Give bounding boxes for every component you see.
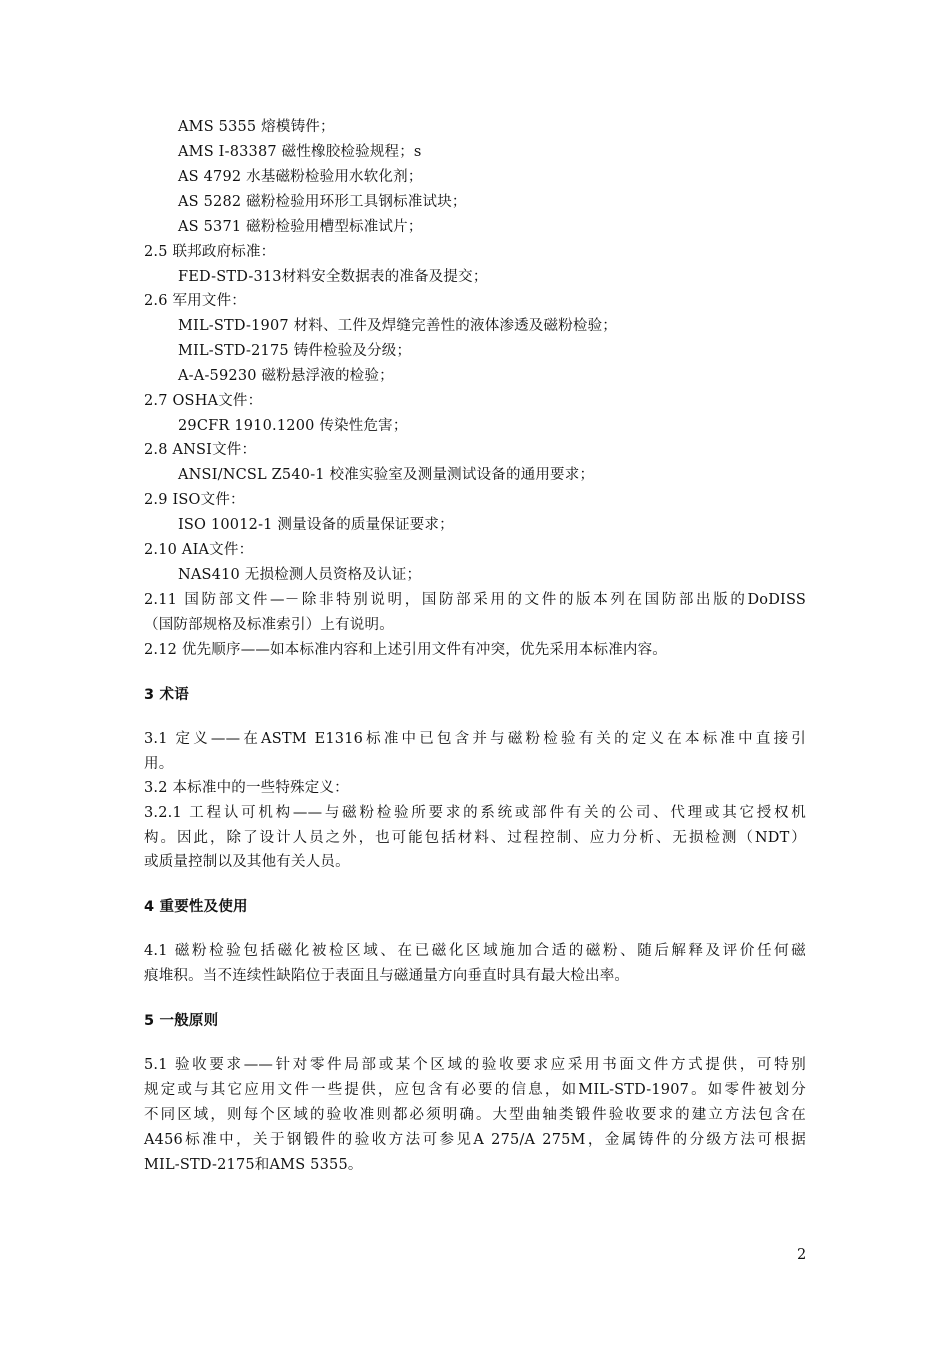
reference-item: A-A-59230 磁粉悬浮液的检验； [178,368,394,384]
section-2-8-heading: 2.8 ANSI文件： [144,442,257,458]
reference-item: 29CFR 1910.1200 传染性危害； [178,418,408,434]
section-2-7-heading: 2.7 OSHA文件： [144,393,263,409]
section-5-1-line: MIL-STD-2175和AMS 5355。 [144,1157,363,1173]
reference-item: AMS I-83387 磁性橡胶检验规程；s [178,144,422,160]
section-5-1-line: 5.1 验收要求——针对零件局部或某个区域的验收要求应采用书面文件方式提供，可特别 [144,1057,806,1073]
section-2-10-heading: 2.10 AIA文件： [144,542,254,558]
section-3-2-paragraph: 3.2 本标准中的一些特殊定义： [144,780,349,796]
reference-item: NAS410 无损检测人员资格及认证； [178,567,422,583]
reference-item: MIL-STD-2175 铸件检验及分级； [178,343,412,359]
reference-item: AMS 5355 熔模铸件； [178,119,335,135]
section-4-1-line: 4.1 磁粉检验包括磁化被检区域、在已磁化区域施加合适的磁粉、随后解释及评价任何磁 [144,943,806,959]
section-3-2-1-line: 3.2.1 工程认可机构——与磁粉检验所要求的系统或部件有关的公司、代理或其它授权机 [144,805,806,821]
section-3-1-line: 3.1 定义——在ASTM E1316标准中已包含并与磁粉检验有关的定义在本标准中直接引 [144,731,806,747]
section-3-2-1-line: 或质量控制以及其他有关人员。 [144,854,350,870]
page-number: 2 [797,1247,807,1263]
section-2-11-line: 2.11 国防部文件—－除非特别说明，国防部采用的文件的版本列在国防部出版的DoDISS [144,592,806,608]
section-2-12-paragraph: 2.12 优先顺序——如本标准内容和上述引用文件有冲突，优先采用本标准内容。 [144,642,667,658]
section-4-heading: 4 重要性及使用 [144,899,248,915]
reference-item: AS 4792 水基磁粉检验用水软化剂； [178,169,423,185]
section-5-heading: 5 一般原则 [144,1013,219,1029]
section-2-11-line: （国防部规格及标准索引）上有说明。 [144,617,394,633]
reference-item: ANSI/NCSL Z540-1 校准实验室及测量测试设备的通用要求； [178,467,595,483]
section-5-1-line: 不同区域，则每个区域的验收准则都必须明确。大型曲轴类锻件验收要求的建立方法包含在 [144,1107,806,1123]
reference-item: MIL-STD-1907 材料、工件及焊缝完善性的液体渗透及磁粉检验； [178,318,618,334]
section-2-9-heading: 2.9 ISO文件： [144,492,245,508]
section-3-1-line: 用。 [144,756,174,772]
section-2-5-heading: 2.5 联邦政府标准： [144,244,276,260]
reference-item: FED-STD-313材料安全数据表的准备及提交； [178,269,488,285]
reference-item: ISO 10012-1 测量设备的质量保证要求； [178,517,454,533]
section-4-1-line: 痕堆积。当不连续性缺陷位于表面且与磁通量方向垂直时具有最大检出率。 [144,968,630,984]
section-3-heading: 3 术语 [144,687,189,703]
reference-item: AS 5282 磁粉检验用环形工具钢标准试块； [178,194,467,210]
section-5-1-line: A456标准中，关于钢锻件的验收方法可参见A 275/A 275M，金属铸件的分级方法可根据 [144,1132,806,1148]
section-2-6-heading: 2.6 军用文件： [144,293,246,309]
section-3-2-1-line: 构。因此，除了设计人员之外，也可能包括材料、过程控制、应力分析、无损检测（NDT） [144,830,806,846]
reference-item: AS 5371 磁粉检验用槽型标准试片； [178,219,423,235]
section-5-1-line: 规定或与其它应用文件一些提供，应包含有必要的信息，如MIL-STD-1907。如零件被划分 [144,1082,806,1098]
